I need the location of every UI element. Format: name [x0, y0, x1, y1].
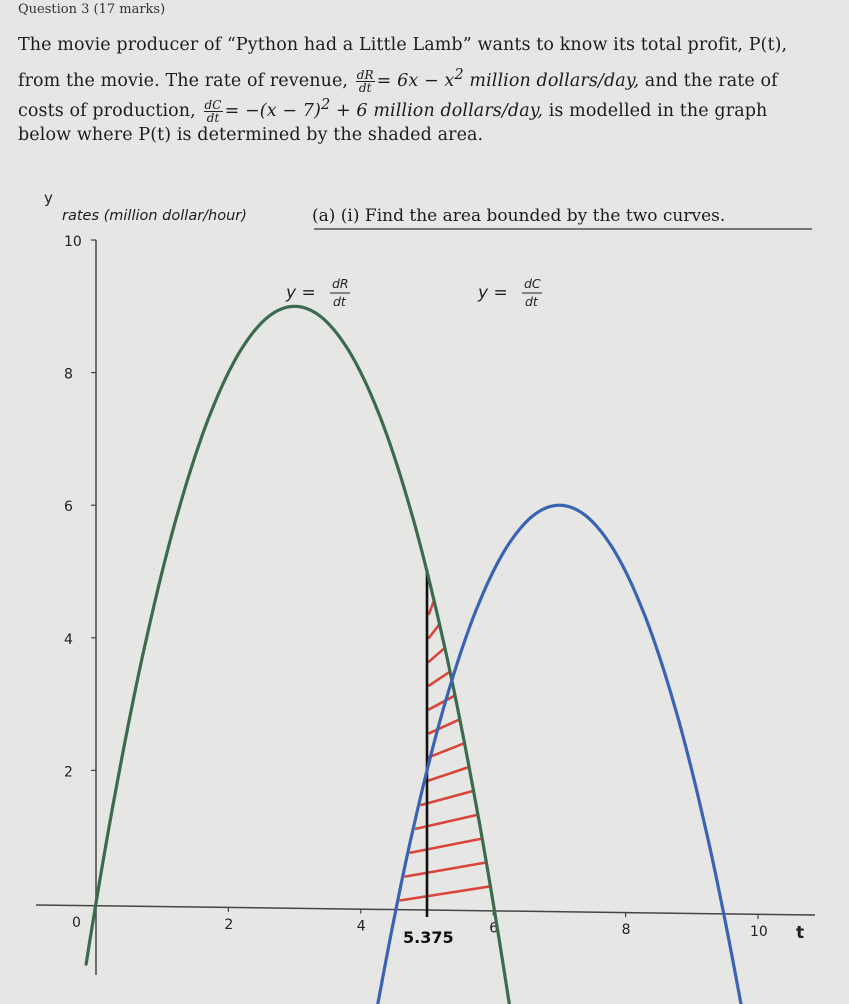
paragraph-text: from the movie. The rate of revenue, — [18, 70, 354, 91]
exponent: 2 — [454, 66, 464, 83]
hatch-stroke — [411, 839, 482, 853]
x-tick-label: 8 — [621, 922, 631, 939]
curve-label-numerator: dR — [332, 276, 349, 291]
hatch-stroke — [429, 624, 440, 638]
fraction-denominator: dt — [358, 80, 372, 95]
paragraph-text: The movie producer of “Python had a Little Lamb” wants to know its total profit, — [18, 35, 749, 55]
intersection-annotation: 5.375 — [403, 928, 454, 947]
cost-equation-tail: + 6 — [330, 100, 374, 121]
hatch-stroke — [422, 791, 474, 805]
fraction-numerator: dR — [356, 67, 374, 82]
hatch-stroke — [406, 863, 486, 877]
curve-label-prefix: y = — [286, 283, 316, 303]
units-text: million dollars/day, — [463, 70, 640, 91]
x-axis-letter: t — [796, 923, 805, 943]
revenue-equation: = 6x − x — [376, 70, 455, 91]
hatch-stroke — [416, 815, 478, 829]
curve-label-denominator: dt — [333, 294, 346, 309]
revenue-curve — [86, 306, 516, 1004]
y-tick-label: 8 — [64, 366, 73, 383]
y-axis-title: rates (million dollar/hour) — [62, 208, 247, 224]
x-axis-line — [36, 905, 815, 915]
units-text: million dollars/day, — [373, 100, 544, 121]
x-tick-label: 0 — [72, 915, 81, 931]
paragraph-text: is modelled in the graph — [543, 100, 768, 121]
part-a-question: (a) (i) Find the area bounded by the two curves. — [312, 206, 726, 226]
y-tick-label: 4 — [64, 631, 73, 648]
hatch-stroke — [429, 648, 445, 662]
hatch-stroke — [429, 672, 450, 686]
x-tick-label: 4 — [356, 918, 366, 935]
paragraph-text: below where P(t) is determined by the shaded area. — [18, 125, 484, 145]
profit-symbol: P(t), — [748, 35, 788, 55]
y-axis-letter: y — [44, 189, 53, 207]
x-tick-label: 6 — [489, 920, 499, 937]
hatch-stroke — [429, 695, 455, 709]
paragraph-text: costs of production, — [18, 100, 202, 121]
fraction-numerator: dC — [204, 97, 222, 112]
cost-equation: = −(x − 7) — [224, 100, 321, 121]
curve-label-denominator: dt — [525, 294, 538, 309]
y-tick-label: 10 — [64, 234, 82, 250]
x-tick-label: 10 — [750, 924, 768, 940]
hatch-stroke — [401, 886, 490, 900]
x-tick-label: 2 — [224, 916, 234, 933]
curve-label-prefix: y = — [478, 283, 508, 303]
hatch-stroke — [427, 767, 469, 781]
exponent: 2 — [320, 96, 331, 113]
y-tick-label: 6 — [64, 499, 73, 516]
paragraph-text: and the rate of — [639, 70, 778, 91]
question-header: Question 3 (17 marks) — [18, 2, 166, 17]
hatch-stroke — [429, 719, 460, 733]
fraction-denominator: dt — [206, 110, 220, 125]
y-tick-label: 2 — [64, 764, 73, 781]
curve-label-numerator: dC — [524, 276, 541, 291]
